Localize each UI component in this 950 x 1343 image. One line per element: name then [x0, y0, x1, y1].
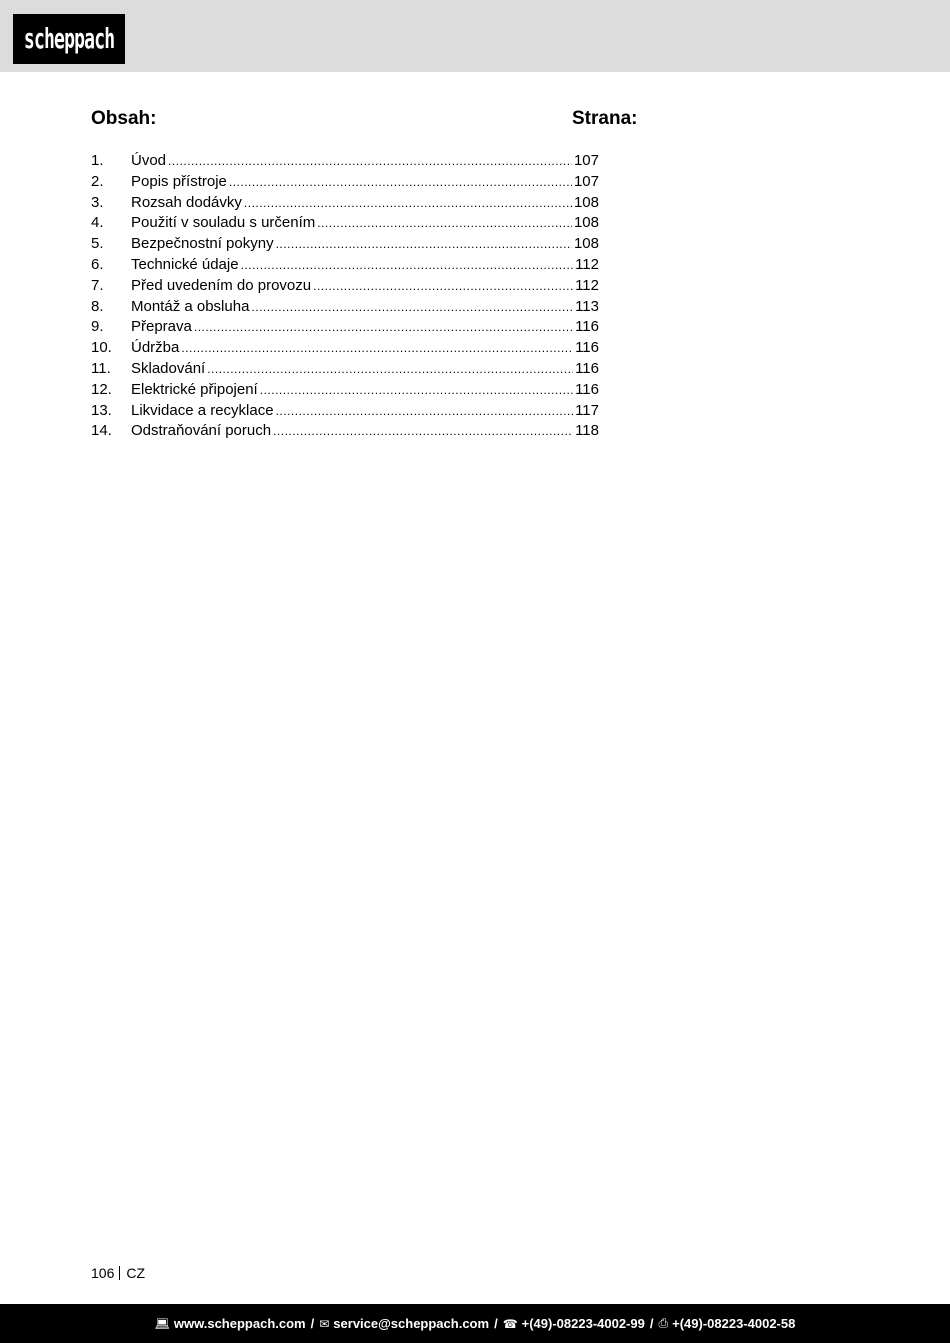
toc-entry-number: 8.: [91, 297, 104, 315]
toc-entry[interactable]: [91, 401, 599, 422]
page-number: 106: [91, 1265, 115, 1281]
toc-entry-title: Úvod: [131, 152, 167, 169]
toc-entry-page: 116: [575, 380, 599, 398]
dot-leader: [194, 317, 573, 338]
toc-entry[interactable]: [91, 359, 599, 380]
toc-entry-number: 14.: [91, 422, 112, 440]
toc-entry-page: 117: [575, 401, 599, 419]
toc-entry[interactable]: [91, 213, 599, 234]
fax-number: +(49)-08223-4002-58: [672, 1316, 796, 1331]
email-link[interactable]: service@scheppach.com: [333, 1316, 490, 1331]
website-link[interactable]: www.scheppach.com: [173, 1316, 306, 1331]
phone-number: +(49)-08223-4002-99: [521, 1316, 645, 1331]
page-heading: Strana:: [572, 108, 638, 129]
toc-entry-title: Rozsah dodávky: [131, 193, 242, 211]
separator: /: [310, 1316, 315, 1331]
dot-leader: [276, 401, 574, 422]
table-of-contents: [91, 151, 599, 442]
toc-entry-number: 11.: [91, 359, 111, 377]
dot-leader: [317, 213, 572, 234]
dot-leader: [313, 276, 573, 297]
toc-entry-number: 6.: [91, 255, 104, 273]
toc-entry-page: 113: [575, 297, 599, 315]
toc-entry[interactable]: [91, 421, 599, 442]
dot-leader: [251, 297, 573, 318]
page-number-footer: [91, 1265, 145, 1281]
dot-leader: [229, 172, 572, 193]
toc-entry-number: 4.: [91, 214, 104, 232]
toc-entry-title: Bezpečnostní pokyny: [131, 235, 274, 253]
toc-entry[interactable]: [91, 338, 599, 359]
toc-entry-number: 1.: [91, 152, 104, 169]
toc-entry-title: Před uvedením do provozu: [131, 276, 312, 294]
toc-entry-number: 10.: [91, 339, 112, 357]
toc-entry-number: 7.: [91, 276, 104, 294]
toc-entry[interactable]: [91, 297, 599, 318]
toc-entry-number: 12.: [91, 380, 112, 398]
contents-heading: Obsah:: [91, 108, 157, 129]
toc-entry-title: Technické údaje: [131, 255, 239, 273]
toc-entry-title: Skladování: [131, 359, 206, 377]
toc-entry-page: 107: [573, 152, 599, 169]
mail-icon: ✉︎: [319, 1316, 330, 1331]
toc-entry[interactable]: [91, 172, 599, 193]
toc-entry-page: 116: [575, 318, 599, 336]
toc-entry-title: Odstraňování poruch: [131, 422, 272, 440]
toc-entry-page: 116: [575, 339, 599, 357]
scheppach-logo: [13, 14, 125, 64]
computer-icon: 💻︎: [154, 1316, 170, 1331]
language-code: CZ: [126, 1265, 146, 1281]
toc-entry-page: 108: [573, 214, 599, 232]
toc-entry-title: Přeprava: [131, 318, 192, 336]
toc-entry-title: Použití v souladu s určením: [131, 214, 316, 232]
toc-entry-number: 9.: [91, 318, 104, 336]
fax-icon: ⎙: [658, 1316, 669, 1330]
toc-entry-page: 112: [575, 255, 599, 273]
header-bar: [0, 0, 950, 72]
toc-entry[interactable]: [91, 276, 599, 297]
dot-leader: [260, 380, 573, 401]
toc-entry-title: Elektrické připojení: [131, 380, 258, 398]
toc-entry-page: 108: [573, 193, 599, 211]
toc-entry-page: 116: [575, 359, 599, 377]
toc-entry[interactable]: [91, 380, 599, 401]
toc-entry[interactable]: [91, 234, 599, 255]
toc-entry-page: 112: [575, 276, 599, 294]
toc-entry-title: Údržba: [131, 339, 180, 357]
toc-entry[interactable]: [91, 317, 599, 338]
dot-leader: [241, 255, 574, 276]
toc-entry[interactable]: [91, 255, 599, 276]
dot-leader: [168, 151, 572, 172]
dot-leader: [276, 234, 572, 255]
dot-leader: [273, 421, 573, 442]
toc-entry-title: Popis přístroje: [131, 172, 227, 190]
toc-entry-page: 107: [573, 172, 599, 190]
toc-entry[interactable]: [91, 151, 599, 172]
toc-entry-page: 108: [573, 235, 599, 253]
dot-leader: [244, 193, 572, 214]
toc-entry-number: 3.: [91, 193, 104, 211]
dot-leader: [207, 359, 573, 380]
separator: /: [494, 1316, 498, 1331]
toc-entry-page: 118: [575, 422, 599, 440]
toc-entry-number: 5.: [91, 235, 104, 253]
separator: /: [649, 1316, 654, 1331]
divider: [119, 1266, 120, 1280]
contact-bar: [0, 1304, 950, 1343]
toc-entry-title: Likvidace a recyklace: [131, 401, 274, 419]
logo-text: scheppach: [23, 23, 115, 55]
toc-entry[interactable]: [91, 193, 599, 214]
toc-entry-number: 13.: [91, 401, 112, 419]
toc-entry-title: Montáž a obsluha: [131, 297, 250, 315]
phone-icon: ☎︎: [502, 1316, 518, 1331]
toc-entry-number: 2.: [91, 172, 104, 190]
dot-leader: [181, 338, 573, 359]
